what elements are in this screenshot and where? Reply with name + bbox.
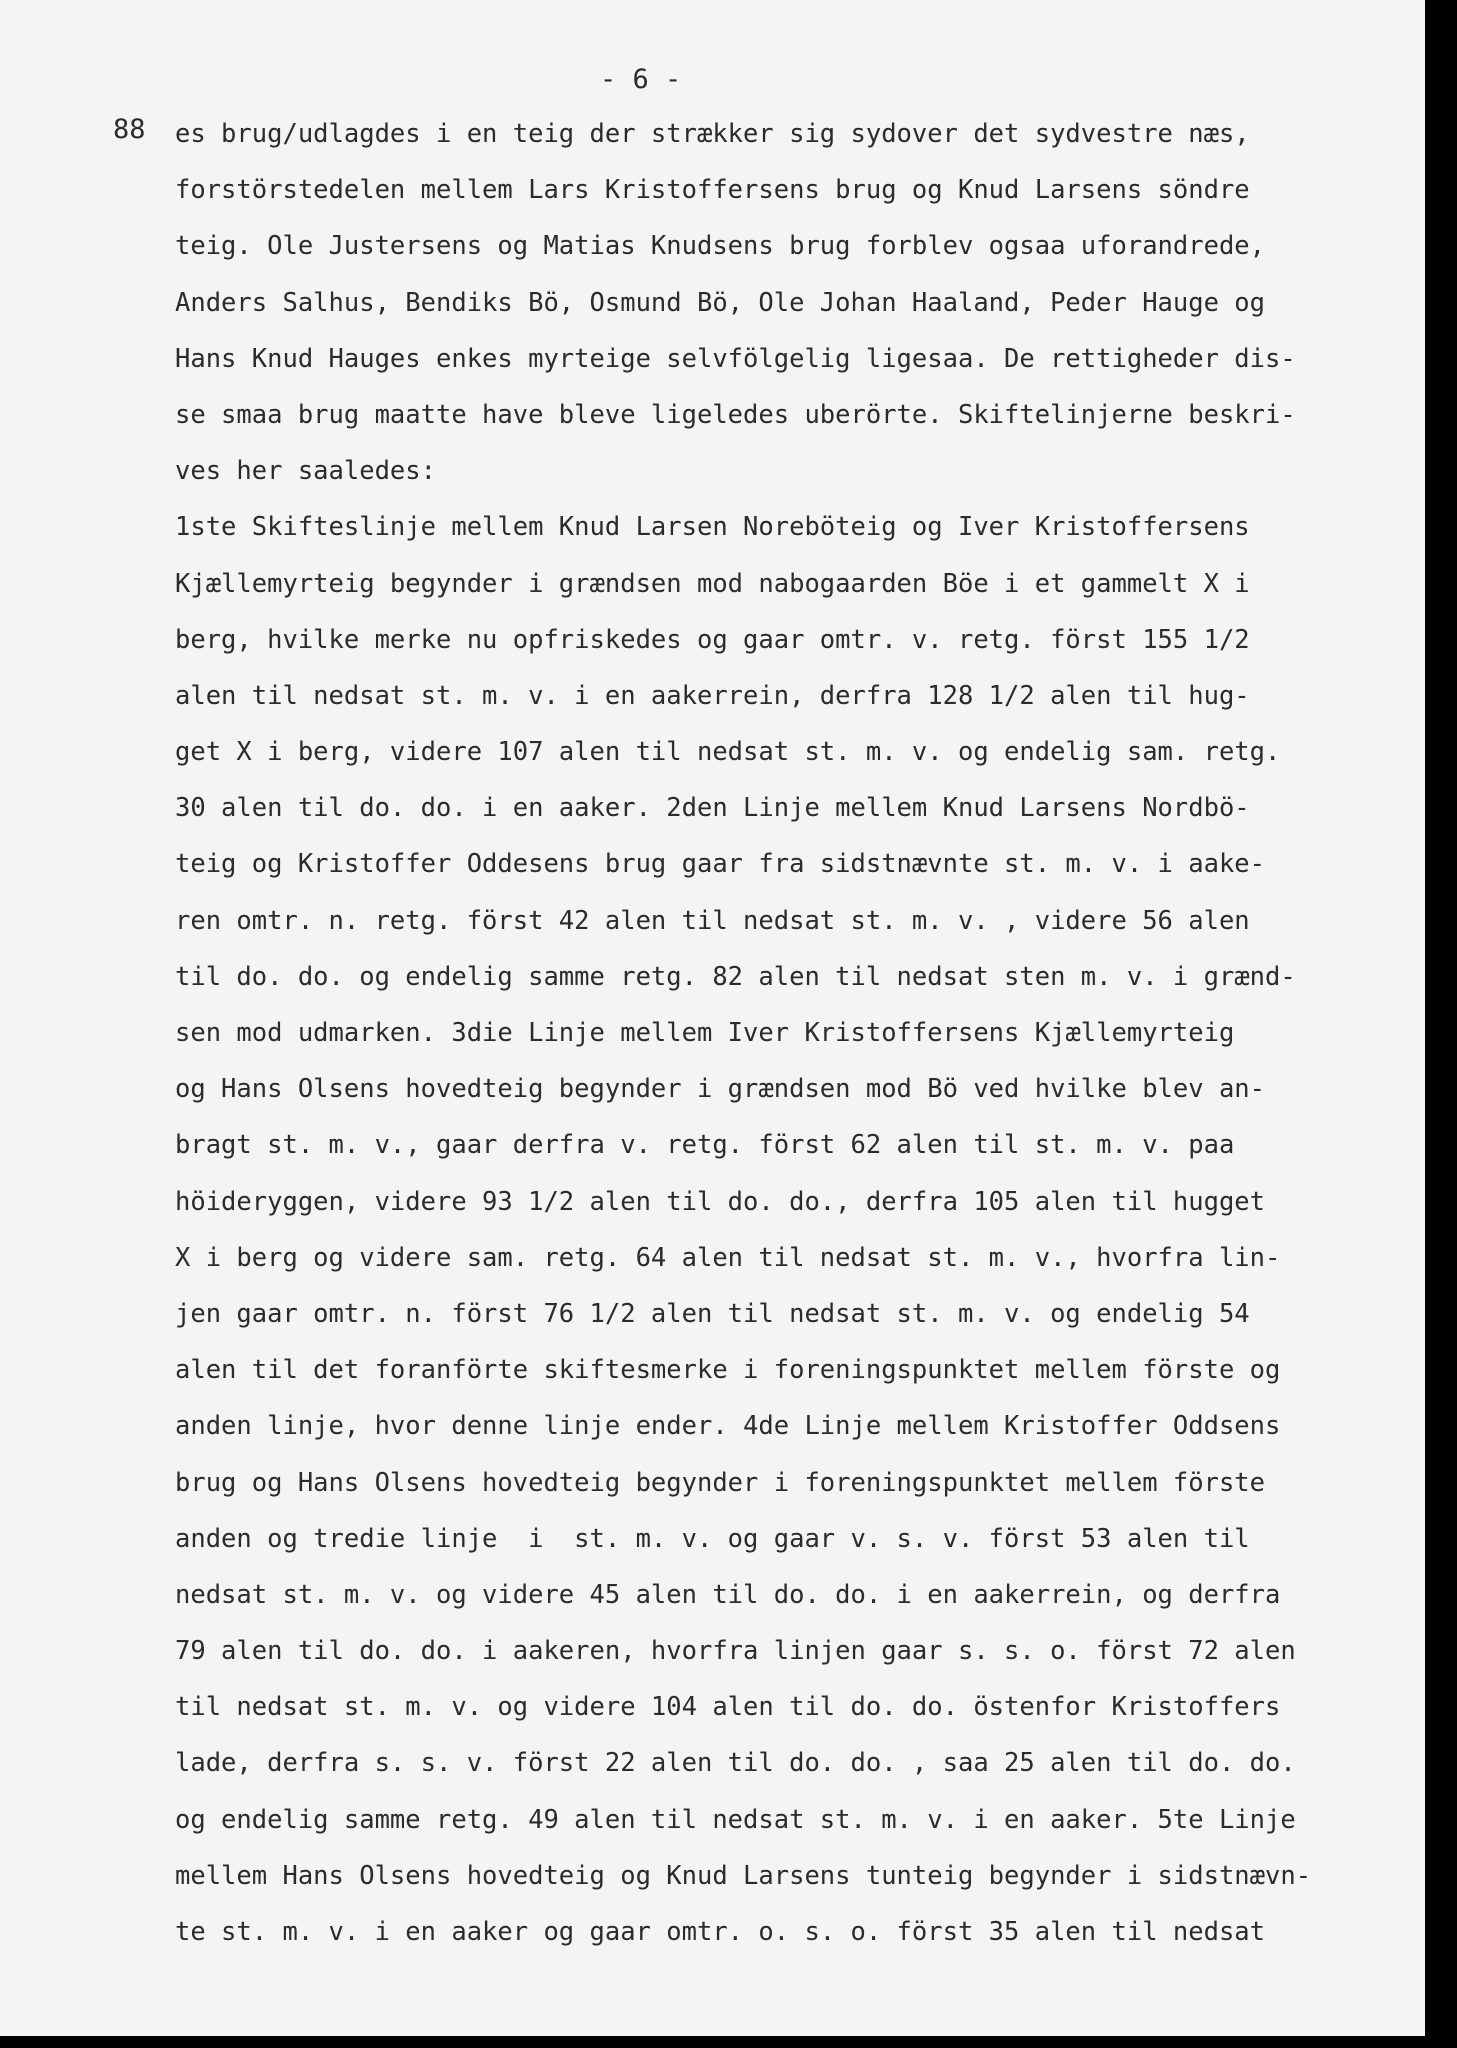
text-line: 30 alen til do. do. i en aaker. 2den Linje mellem Knud Larsens Nordbö- [175, 793, 1250, 824]
text-line: teig og Kristoffer Oddesens brug gaar fra sidstnævnte st. m. v. i aake- [175, 849, 1266, 880]
text-line: get X i berg, videre 107 alen til nedsat st. m. v. og endelig sam. retg. [175, 737, 1281, 768]
text-line: berg, hvilke merke nu opfriskedes og gaar omtr. v. retg. först 155 1/2 [175, 624, 1250, 655]
text-line: sen mod udmarken. 3die Linje mellem Iver Kristoffersens Kjællemyrteig [175, 1018, 1235, 1048]
text-line: ves her saaledes: [175, 456, 436, 487]
text-line: Anders Salhus, Bendiks Bö, Osmund Bö, Ole Johan Haaland, Peder Hauge og [175, 287, 1266, 318]
text-line: forstörstedelen mellem Lars Kristoffersens brug og Knud Larsens söndre [175, 175, 1250, 206]
text-line: teig. Ole Justersens og Matias Knudsens brug forblev ogsaa uforandrede, [175, 231, 1266, 262]
text-line: se smaa brug maatte have bleve ligeledes uberörte. Skiftelinjerne beskri- [175, 399, 1296, 430]
text-line: og endelig samme retg. 49 alen til nedsat st. m. v. i en aaker. 5te Linje [175, 1804, 1296, 1835]
text-line: mellem Hans Olsens hovedteig og Knud Larsens tunteig begynder i sidstnævn- [175, 1860, 1312, 1891]
text-line: höideryggen, videre 93 1/2 alen til do. do., derfra 105 alen til hugget [175, 1186, 1266, 1217]
text-line: te st. m. v. i en aaker og gaar omtr. o. s. o. först 35 alen til nedsat [175, 1917, 1266, 1947]
text-line: bragt st. m. v., gaar derfra v. retg. först 62 alen til st. m. v. paa [175, 1130, 1235, 1161]
page-number: - 6 - [600, 64, 682, 95]
text-line: alen til det foranförte skiftesmerke i foreningspunktet mellem förste og [175, 1355, 1281, 1386]
text-line: 79 alen til do. do. i aakeren, hvorfra linjen gaar s. s. o. först 72 alen [175, 1636, 1296, 1667]
text-line: anden linje, hvor denne linje ender. 4de Linje mellem Kristoffer Oddsens [175, 1411, 1281, 1442]
text-line: X i berg og videre sam. retg. 64 alen til nedsat st. m. v., hvorfra lin- [175, 1242, 1281, 1273]
text-line: ren omtr. n. retg. först 42 alen til nedsat st. m. v. , videre 56 alen [175, 905, 1250, 936]
text-line: 1ste Skifteslinje mellem Knud Larsen Noreböteig og Iver Kristoffersens [175, 512, 1250, 543]
text-line: anden og tredie linje i st. m. v. og gaar v. s. v. först 53 alen til [175, 1523, 1250, 1554]
text-line: brug og Hans Olsens hovedteig begynder i foreningspunktet mellem förste [175, 1467, 1266, 1498]
text-line: Kjællemyrteig begynder i grændsen mod nabogaarden Böe i et gammelt X i [175, 568, 1250, 599]
text-line: og Hans Olsens hovedteig begynder i grændsen mod Bö ved hvilke blev an- [175, 1074, 1266, 1105]
text-line: alen til nedsat st. m. v. i en aakerrein, derfra 128 1/2 alen til hug- [175, 680, 1250, 711]
text-line: Hans Knud Hauges enkes myrteige selvfölgelig ligesaa. De rettigheder dis- [175, 343, 1296, 374]
body-text [175, 106, 1425, 1960]
text-line: lade, derfra s. s. v. först 22 alen til do. do. , saa 25 alen til do. do. [175, 1748, 1296, 1779]
text-line: til nedsat st. m. v. og videre 104 alen til do. do. östenfor Kristoffers [175, 1692, 1281, 1723]
text-line: til do. do. og endelig samme retg. 82 alen til nedsat sten m. v. i grænd- [175, 961, 1296, 992]
text-line: es brug/udlagdes i en teig der strækker sig sydover det sydvestre næs, [175, 119, 1250, 149]
text-line: nedsat st. m. v. og videre 45 alen til do. do. i en aakerrein, og derfra [175, 1579, 1281, 1610]
text-line: jen gaar omtr. n. först 76 1/2 alen til nedsat st. m. v. og endelig 54 [175, 1298, 1250, 1329]
margin-number: 88 [113, 114, 146, 145]
